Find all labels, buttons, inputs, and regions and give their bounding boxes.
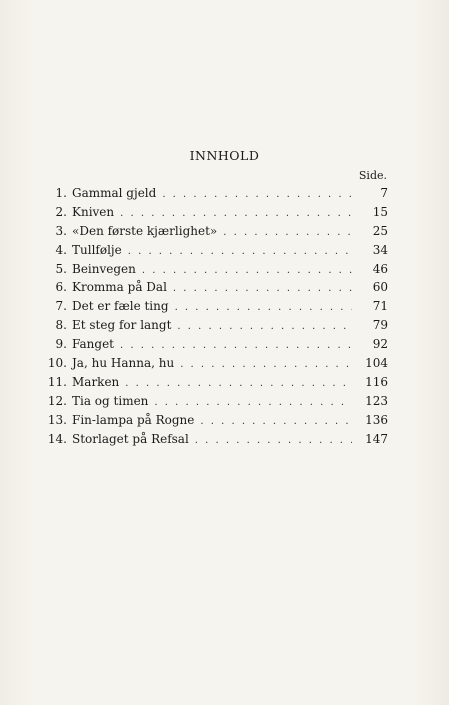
toc-entry	[47, 375, 388, 394]
entry-page-number: 116	[365, 374, 388, 389]
entry-number: 13.	[47, 412, 67, 427]
entry-page-number: 147	[365, 431, 388, 446]
entry-page-number: 71	[372, 299, 388, 314]
entry-page-number: 34	[372, 242, 388, 257]
entry-page-number: 136	[365, 412, 388, 427]
entry-page-number: 15	[372, 204, 388, 219]
dot-leader	[180, 359, 352, 370]
toc-entry	[47, 243, 388, 262]
entry-title: Fin-lampa på Rogne	[72, 412, 195, 427]
entry-page-number: 46	[372, 261, 388, 276]
entry-page-number: 104	[365, 356, 388, 371]
toc-entry	[47, 224, 388, 243]
entry-page-number: 25	[372, 223, 388, 238]
table-of-contents	[47, 186, 388, 450]
entry-page-number: 60	[372, 280, 388, 295]
dot-leader	[125, 378, 352, 389]
entry-title: Det er fæle ting	[72, 299, 169, 314]
entry-page-number: 92	[372, 337, 388, 352]
toc-entry	[47, 394, 388, 413]
dot-leader	[223, 227, 352, 238]
entry-number: 3.	[55, 223, 67, 238]
dot-leader	[173, 283, 352, 294]
entry-page-number: 7	[380, 186, 388, 200]
entry-number: 10.	[47, 356, 67, 371]
dot-leader	[200, 416, 352, 427]
entry-number: 14.	[47, 431, 67, 446]
entry-number: 6.	[55, 280, 67, 295]
toc-entry	[47, 205, 388, 224]
entry-number: 4.	[55, 242, 67, 257]
entry-number: 8.	[55, 318, 67, 333]
entry-title: Beinvegen	[72, 261, 136, 276]
dot-leader	[142, 265, 352, 276]
entry-title: Fanget	[72, 337, 114, 352]
dot-leader	[162, 189, 352, 200]
entry-page-number: 123	[365, 393, 388, 408]
entry-number: 5.	[55, 261, 67, 276]
entry-title: «Den første kjærlighet»	[72, 223, 218, 238]
entry-title: Tia og timen	[72, 393, 149, 408]
entry-number: 1.	[55, 186, 67, 200]
entry-title: Gammal gjeld	[72, 186, 157, 200]
toc-entry	[47, 337, 388, 356]
dot-leader	[175, 302, 352, 313]
dot-leader	[195, 435, 352, 446]
entry-title: Storlaget på Refsal	[72, 431, 189, 446]
toc-entry	[47, 318, 388, 337]
entry-title: Marken	[72, 374, 120, 389]
dot-leader	[120, 208, 352, 219]
entry-title: Kromma på Dal	[72, 280, 167, 295]
page-title: INNHOLD	[189, 148, 260, 163]
entry-number: 12.	[47, 393, 67, 408]
toc-entry	[47, 432, 388, 451]
entry-title: Kniven	[72, 204, 115, 219]
toc-entry	[47, 299, 388, 318]
entry-number: 7.	[55, 299, 67, 314]
entry-page-number: 79	[372, 318, 388, 333]
dot-leader	[120, 340, 352, 351]
dot-leader	[177, 321, 352, 332]
dot-leader	[128, 246, 352, 257]
toc-entry	[47, 413, 388, 432]
page-column-label: Side.	[358, 169, 387, 182]
entry-number: 2.	[55, 204, 67, 219]
toc-entry	[47, 356, 388, 375]
entry-title: Ja, hu Hanna, hu	[72, 356, 175, 371]
entry-title: Tullfølje	[72, 242, 122, 257]
dot-leader	[154, 397, 352, 408]
toc-entry	[47, 280, 388, 299]
entry-number: 9.	[55, 337, 67, 352]
toc-entry	[47, 262, 388, 281]
toc-entry	[47, 186, 388, 205]
entry-title: Et steg for langt	[72, 318, 172, 333]
entry-number: 11.	[47, 374, 67, 389]
